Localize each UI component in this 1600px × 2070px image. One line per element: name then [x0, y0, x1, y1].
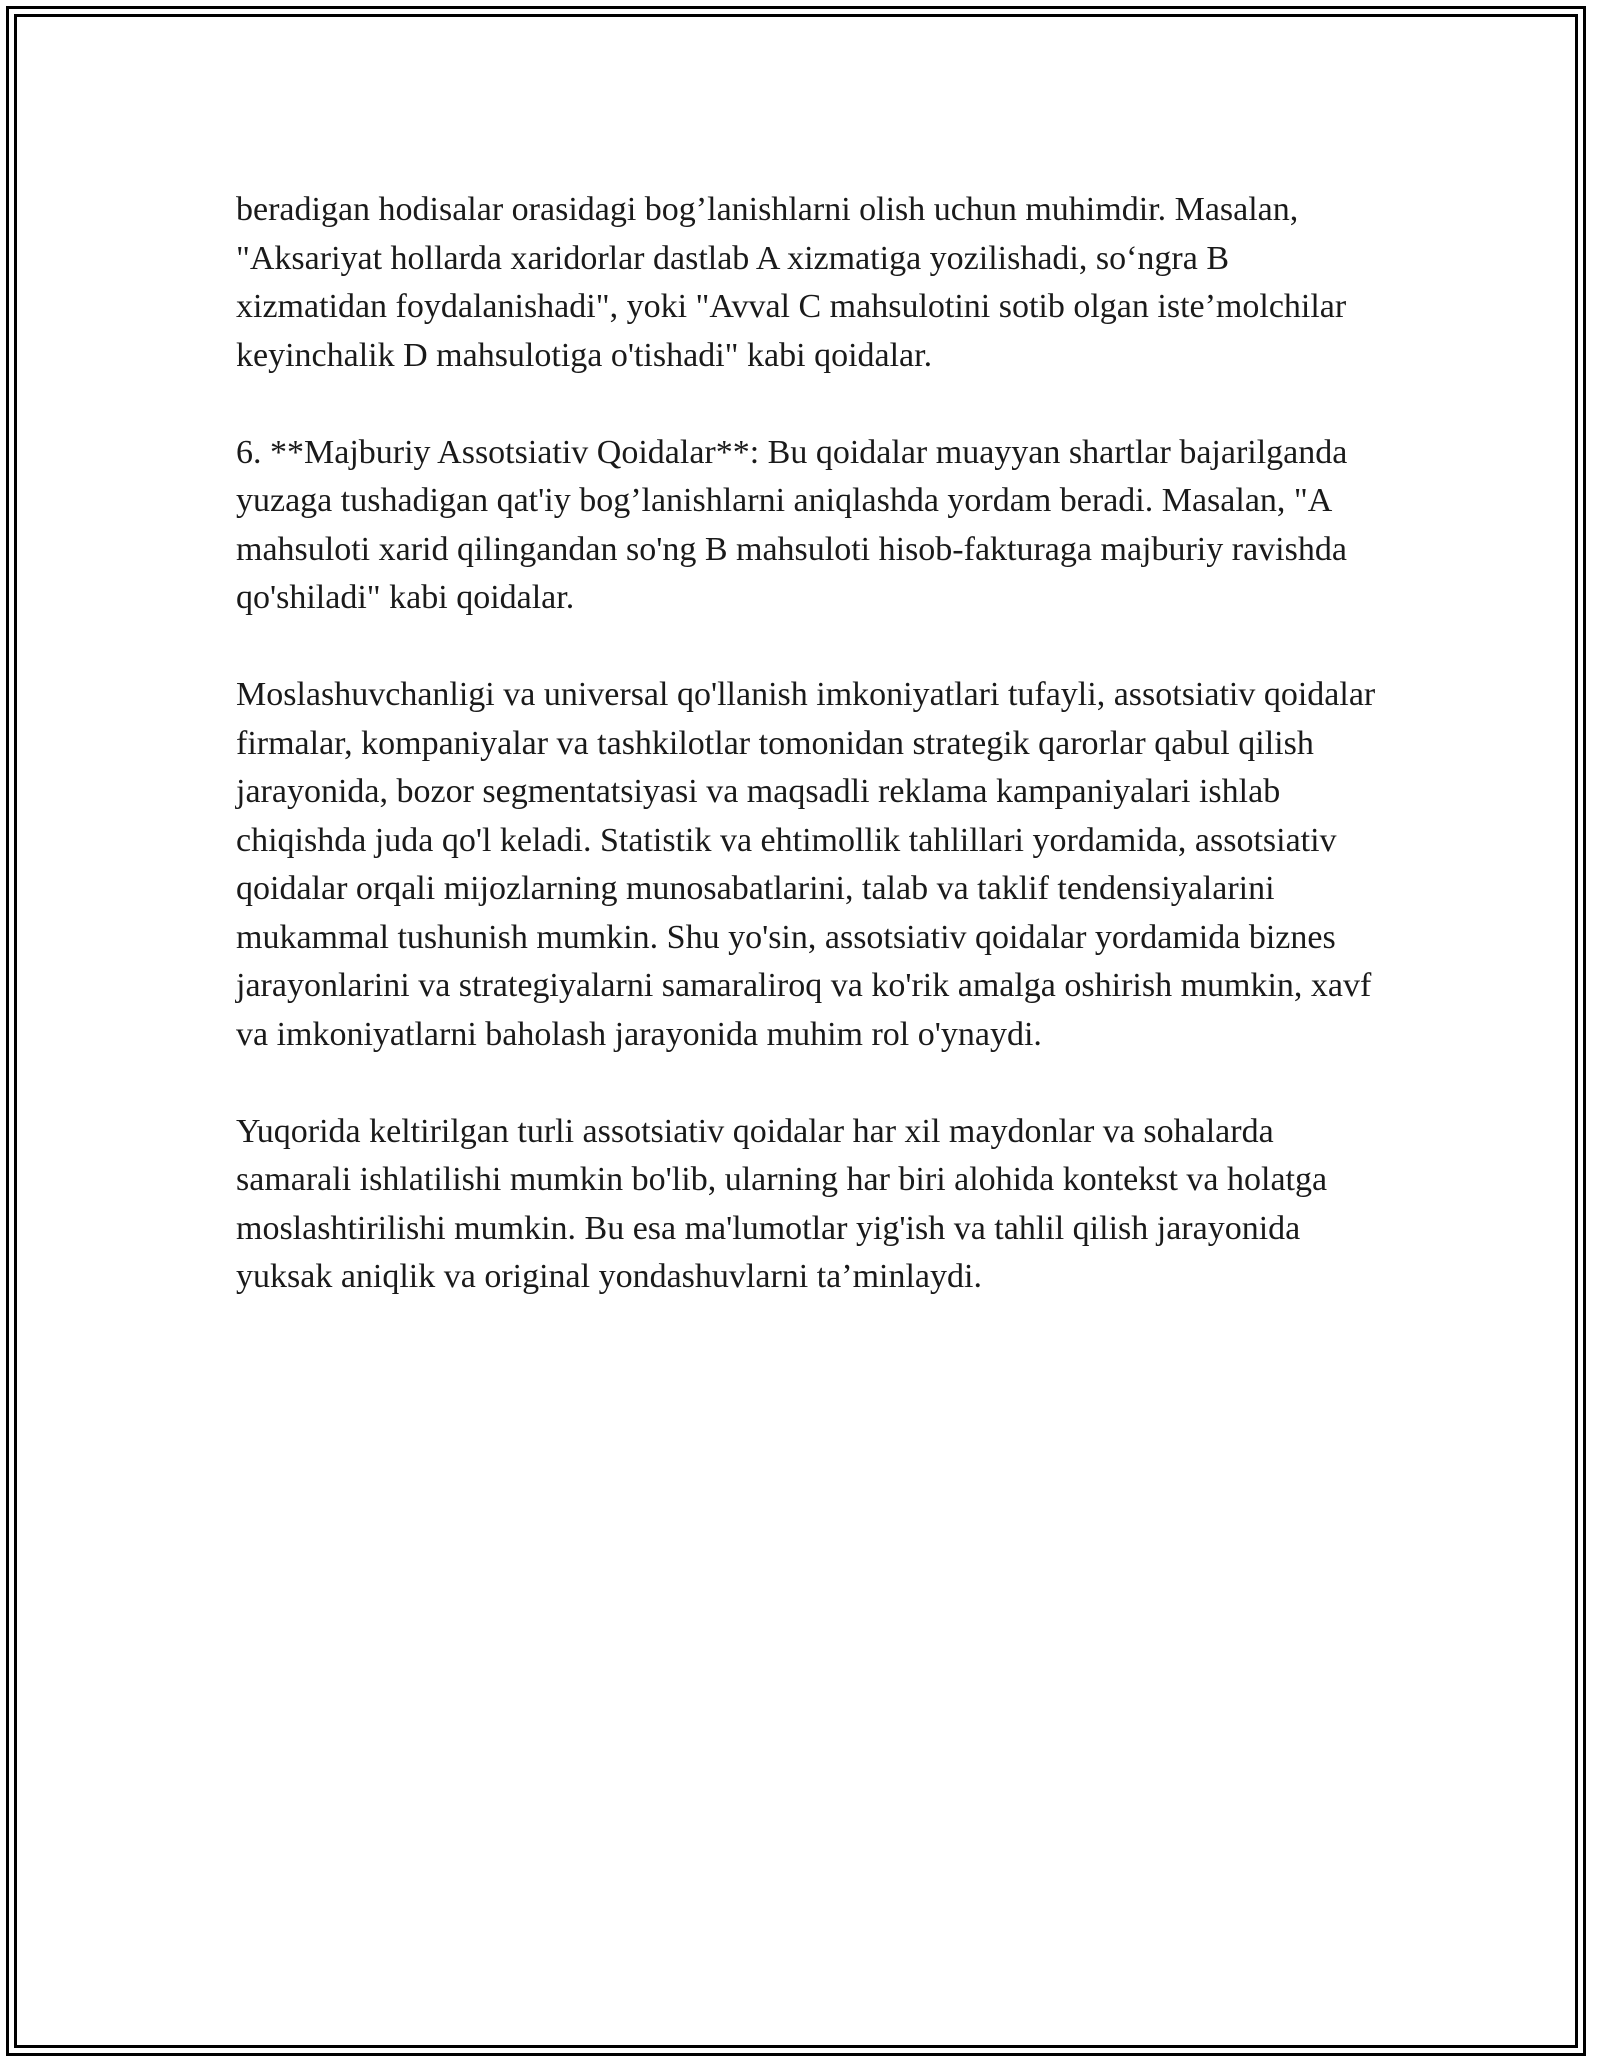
- paragraph-conclusion: Yuqorida keltirilgan turli assotsiativ qoidalar har xil maydonlar va sohalarda samarali ishlatilishi mumkin bo'lib, ularning har biri alohida kontekst va holatga moslashtirilishi mumkin. Bu esa ma'lumotlar yig'ish va tahlil qilish jarayonida yuksak aniqlik va original yondashuvlarni ta’minlaydi.: [236, 1112, 1328, 1295]
- paragraph-flexibility: Moslashuvchanligi va universal qo'llanish imkoniyatlari tufayli, assotsiativ qoidalar firmalar, kompaniyalar va tashkilotlar tomonidan strategik qarorlar qabul qilish jarayonida, bozor segmentatsiyasi va maqsadli reklama kampaniyalari ishlab chiqishda juda qo'l keladi. Statistik va ehtimollik tahlillari yordamida, assotsiativ qoidalar orqali mijozlarning munosabatlarini, talab va taklif tendensiyalarini mukammal tushunish mumkin. Shu yo'sin, assotsiativ qoidalar yordamida biznes jarayonlarini va strategiyalarni samaraliroq va ko'rik amalga oshirish mumkin, xavf va imkoniyatlarni baholash jarayonida muhim rol o'ynaydi.: [236, 676, 1376, 1053]
- paragraph-mandatory-rules: 6. **Majburiy Assotsiativ Qoidalar**: Bu qoidalar muayyan shartlar bajarilganda yuzaga tushadigan qat'iy bog’lanishlarni aniqlashda yordam beradi. Masalan, "A mahsuloti xarid qilingandan so'ng B mahsuloti hisob-fakturaga majburiy ravishda qo'shiladi" kabi qoidalar.: [236, 433, 1348, 616]
- document-body: [236, 186, 1376, 1350]
- paragraph-sequential-rules-continued: beradigan hodisalar orasidagi bog’lanishlarni olish uchun muhimdir. Masalan, "Aksariyat hollarda xaridorlar dastlab A xizmatiga yozilishadi, so‘ngra B xizmatidan foydalanishadi", yoki "Avval C mahsulotini sotib olgan iste’molchilar keyinchalik D mahsulotiga o'tishadi" kabi qoidalar.: [236, 191, 1347, 374]
